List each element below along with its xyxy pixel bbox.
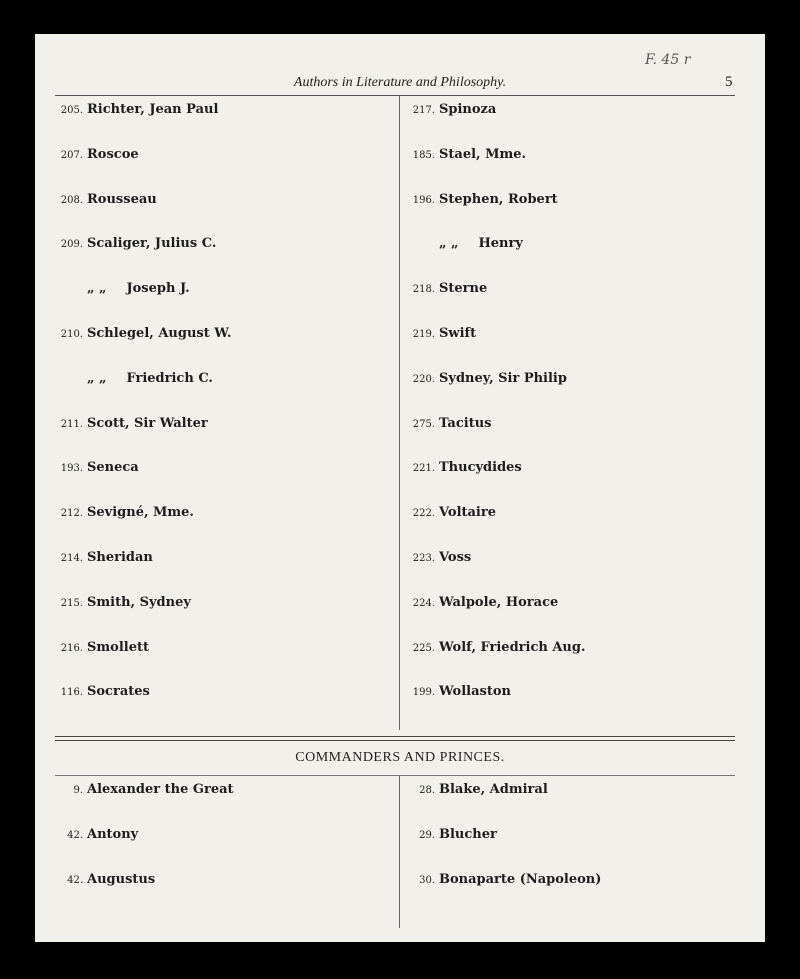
list-item — [409, 782, 548, 797]
entry-name: Alexander the Great — [87, 782, 234, 797]
pencil-folio-note: F. 45 r — [645, 52, 691, 68]
section-title: COMMANDERS AND PRINCES. — [295, 750, 505, 765]
entry-name: Blucher — [439, 827, 497, 842]
list-item — [55, 640, 149, 655]
section-rule — [55, 775, 735, 776]
entry-number: 218. — [412, 284, 435, 296]
list-item — [409, 147, 526, 162]
list-item — [409, 505, 496, 520]
column-divider — [399, 96, 400, 730]
entry-name: Voltaire — [439, 505, 496, 521]
entry-number: 116. — [60, 687, 83, 699]
list-item — [409, 102, 496, 117]
list-item — [55, 147, 139, 162]
entry-number: 28. — [419, 785, 435, 796]
list-item — [409, 281, 487, 296]
list-item — [55, 326, 231, 341]
list-item — [55, 505, 194, 520]
entry-number: 223. — [412, 553, 435, 564]
entry-name: Augustus — [87, 872, 156, 887]
entry-name: Sheridan — [87, 550, 153, 565]
entry-name: Spinoza — [439, 102, 497, 117]
entry-number: 219. — [412, 329, 435, 340]
entry-number: 30. — [419, 875, 435, 886]
list-item — [55, 192, 157, 207]
list-item — [55, 782, 234, 797]
list-item — [409, 684, 511, 699]
entry-number: 193. — [60, 463, 83, 475]
entry-name: Sevigné, Mme. — [87, 505, 194, 521]
entry-name: Sydney, Sir Philip — [439, 370, 567, 386]
section-double-rule — [55, 736, 735, 741]
list-item — [409, 192, 558, 207]
entry-number: 275. — [412, 418, 435, 430]
list-item — [409, 460, 522, 475]
entry-number: 217. — [412, 105, 435, 116]
entry-number: 196. — [412, 194, 435, 206]
header-rule — [55, 95, 735, 96]
entry-name: Smollett — [87, 639, 149, 655]
ditto-mark: „ „ — [87, 281, 107, 297]
entry-number: 207. — [60, 149, 83, 161]
entry-number: 211. — [60, 418, 83, 430]
entry-number: 225. — [412, 642, 435, 654]
list-item — [409, 595, 558, 610]
list-item — [409, 550, 471, 565]
entry-name: Bonaparte (Napoleon) — [439, 872, 602, 887]
entry-name: Wollaston — [439, 684, 511, 700]
entry-number: 199. — [412, 687, 435, 699]
column-divider-bottom — [399, 776, 400, 928]
entry-name: Voss — [439, 550, 472, 565]
list-item — [55, 872, 155, 887]
list-item — [409, 872, 601, 887]
entry-name: Smith, Sydney — [87, 594, 191, 610]
entry-number: 205. — [60, 105, 83, 116]
entry-name: Scaliger, Julius C. — [87, 236, 217, 252]
entry-number: 221. — [412, 463, 435, 475]
entry-name: Rousseau — [87, 191, 157, 207]
list-item — [55, 371, 213, 386]
entry-number: 222. — [412, 508, 435, 520]
entry-number: 9. — [73, 785, 83, 796]
ditto-mark: „ „ — [87, 370, 107, 386]
entry-number: 214. — [60, 553, 83, 564]
document-page — [35, 34, 765, 942]
entry-number: 185. — [412, 149, 435, 161]
entry-name: Seneca — [87, 460, 139, 476]
entry-number: 29. — [419, 830, 435, 841]
entry-name: Henry — [478, 236, 523, 252]
list-item — [409, 236, 523, 251]
entry-number: 209. — [60, 239, 83, 251]
entry-name: Walpole, Horace — [439, 594, 559, 610]
entry-name: Antony — [87, 827, 139, 842]
entry-number: 208. — [60, 194, 83, 206]
list-item — [55, 102, 218, 117]
page-number: 5 — [725, 74, 733, 90]
entry-number: 212. — [60, 508, 83, 520]
entry-name: Scott, Sir Walter — [87, 415, 208, 431]
entry-number: 42. — [67, 830, 83, 841]
entry-number: 215. — [60, 597, 83, 609]
entry-number: 224. — [412, 597, 435, 609]
entry-name: Stephen, Robert — [439, 191, 558, 207]
entry-name: Tacitus — [439, 415, 492, 431]
ditto-mark: „ „ — [439, 236, 459, 252]
entry-name: Schlegel, August W. — [87, 326, 232, 341]
entry-name: Thucydides — [439, 460, 522, 476]
entry-name: Swift — [439, 326, 477, 341]
list-item — [55, 236, 216, 251]
entry-name: Friedrich C. — [126, 370, 213, 386]
entry-name: Richter, Jean Paul — [87, 102, 219, 117]
list-item — [55, 550, 153, 565]
entry-number: 220. — [412, 373, 435, 385]
entry-number: 210. — [60, 329, 83, 340]
entry-number: 42. — [67, 875, 83, 886]
entry-name: Socrates — [87, 684, 150, 700]
list-item — [55, 684, 150, 699]
entry-number: 216. — [60, 642, 83, 654]
entry-name: Wolf, Friedrich Aug. — [439, 639, 586, 655]
list-item — [409, 326, 476, 341]
page-title: Authors in Literature and Philosophy. — [293, 75, 507, 90]
list-item — [55, 416, 208, 431]
list-item — [55, 460, 139, 475]
list-item — [55, 595, 191, 610]
entry-name: Blake, Admiral — [439, 782, 548, 797]
list-item — [55, 281, 190, 296]
entry-name: Sterne — [439, 281, 488, 297]
list-item — [409, 371, 567, 386]
entry-name: Roscoe — [87, 146, 139, 162]
list-item — [409, 827, 497, 842]
list-item — [55, 827, 138, 842]
entry-name: Joseph J. — [126, 281, 190, 297]
entry-name: Stael, Mme. — [439, 146, 527, 162]
list-item — [409, 416, 491, 431]
list-item — [409, 640, 586, 655]
